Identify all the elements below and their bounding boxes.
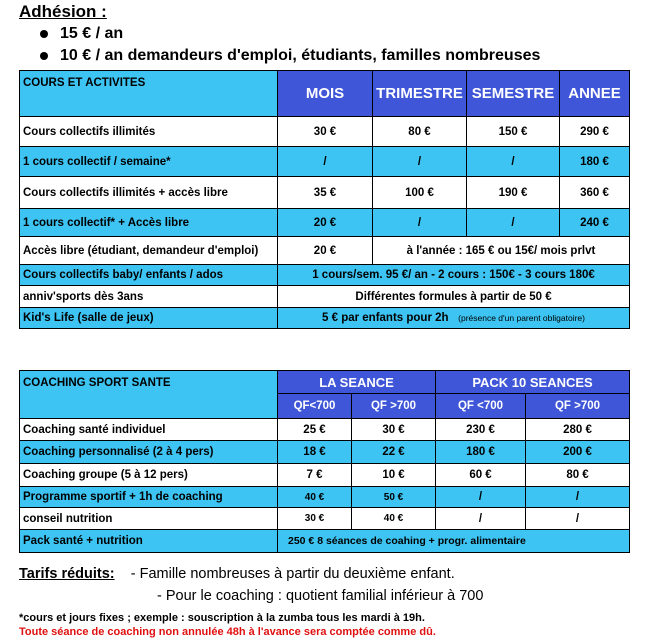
tarifs-reduits-line: - Pour le coaching : quotient familial inférieur à 700 (157, 588, 484, 604)
cell: 180 € (436, 441, 526, 464)
bullet-icon (40, 52, 48, 60)
row-label: Coaching groupe (5 à 12 pers) (20, 464, 278, 487)
cell: 25 € (278, 419, 352, 441)
row-label: Cours collectifs illimités + accès libre (20, 177, 278, 209)
table-row (20, 508, 630, 530)
table-row (20, 237, 630, 265)
cell: 1 cours/sem. 95 €/ an - 2 cours : 150€ - 3 cours 180€ (278, 265, 630, 286)
table-row (20, 117, 630, 147)
coaching-title: COACHING SPORT SANTE (20, 371, 278, 419)
cours-table (19, 70, 630, 329)
cell: 190 € (467, 177, 560, 209)
cours-header-row (20, 71, 630, 117)
table-row (20, 177, 630, 209)
col-header-mois: MOIS (278, 71, 373, 117)
cell: 10 € (352, 464, 436, 487)
table-row (20, 487, 630, 508)
cell: 230 € (436, 419, 526, 441)
cell: 80 € (373, 117, 467, 147)
col-group-seance: LA SEANCE (278, 371, 436, 394)
cell: / (467, 147, 560, 177)
row-label: Coaching santé individuel (20, 419, 278, 441)
cell: 18 € (278, 441, 352, 464)
coaching-table (19, 370, 630, 553)
table-row (20, 265, 630, 286)
cell: / (526, 487, 630, 508)
row-label: Coaching personnalisé (2 à 4 pers) (20, 441, 278, 464)
cell: 280 € (526, 419, 630, 441)
table-row (20, 286, 630, 308)
adhesion-item-text: 10 € / an demandeurs d'emploi, étudiants, familles nombreuses (60, 47, 541, 64)
adhesion-item (40, 25, 123, 43)
cell: 40 € (352, 508, 436, 530)
cell: 35 € (278, 177, 373, 209)
table-row (20, 147, 630, 177)
cell: / (278, 147, 373, 177)
tarifs-reduits-line: - Famille nombreuses à partir du deuxième enfant. (130, 566, 455, 582)
cell: 22 € (352, 441, 436, 464)
row-label: conseil nutrition (20, 508, 278, 530)
col-header-qf: QF <700 (436, 394, 526, 419)
cell: 360 € (560, 177, 630, 209)
cell: / (373, 209, 467, 237)
row-label: Accès libre (étudiant, demandeur d'emploi) (20, 237, 278, 265)
table-row (20, 441, 630, 464)
cell: / (436, 487, 526, 508)
tarifs-reduits (19, 566, 455, 582)
cell: 30 € (278, 117, 373, 147)
adhesion-item (40, 47, 540, 65)
cell: 60 € (436, 464, 526, 487)
cell: 150 € (467, 117, 560, 147)
row-label: Programme sportif + 1h de coaching (20, 487, 278, 508)
table-row (20, 530, 630, 553)
row-label: 1 cours collectif / semaine* (20, 147, 278, 177)
tarifs-reduits-label: Tarifs réduits: (19, 566, 115, 582)
cell: 250 € 8 séances de coahing + progr. alimentaire (278, 530, 630, 553)
table-row (20, 464, 630, 487)
kids-note: (présence d'un parent obligatoire) (458, 313, 585, 323)
cell: 30 € (278, 508, 352, 530)
cell: 200 € (526, 441, 630, 464)
coaching-header-row (20, 371, 630, 394)
cell: à l'année : 165 € ou 15€/ mois prlvt (373, 237, 630, 265)
cell (278, 308, 630, 329)
cell: 7 € (278, 464, 352, 487)
cell: / (373, 147, 467, 177)
table-row (20, 209, 630, 237)
row-label: Pack santé + nutrition (20, 530, 278, 553)
cell: 50 € (352, 487, 436, 508)
row-label: Cours collectifs baby/ enfants / ados (20, 265, 278, 286)
cell: 100 € (373, 177, 467, 209)
col-header-qf: QF >700 (526, 394, 630, 419)
row-label: 1 cours collectif* + Accès libre (20, 209, 278, 237)
cell: 20 € (278, 209, 373, 237)
col-group-pack: PACK 10 SEANCES (436, 371, 630, 394)
cell: 180 € (560, 147, 630, 177)
cell: / (526, 508, 630, 530)
col-header-qf: QF<700 (278, 394, 352, 419)
cell: / (436, 508, 526, 530)
cell: Différentes formules à partir de 50 € (278, 286, 630, 308)
cell: 80 € (526, 464, 630, 487)
col-header-qf: QF >700 (352, 394, 436, 419)
warning-note: Toute séance de coaching non annulée 48h à l'avance sera comptée comme dû. (19, 626, 436, 638)
cell: 30 € (352, 419, 436, 441)
adhesion-item-text: 15 € / an (60, 25, 124, 42)
col-header-trimestre: TRIMESTRE (373, 71, 467, 117)
cell: 290 € (560, 117, 630, 147)
cell: / (467, 209, 560, 237)
row-label: anniv'sports dès 3ans (20, 286, 278, 308)
col-header-semestre: SEMESTRE (467, 71, 560, 117)
table-row (20, 308, 630, 329)
cours-header-label: COURS ET ACTIVITES (20, 71, 278, 117)
bullet-icon (40, 30, 48, 38)
col-header-annee: ANNEE (560, 71, 630, 117)
cell: 240 € (560, 209, 630, 237)
row-label: Cours collectifs illimités (20, 117, 278, 147)
kids-text: 5 € par enfants pour 2h (322, 312, 449, 324)
cell: 40 € (278, 487, 352, 508)
cell: 20 € (278, 237, 373, 265)
adhesion-title: Adhésion : (19, 2, 107, 21)
row-label: Kid's Life (salle de jeux) (20, 308, 278, 329)
table-row (20, 419, 630, 441)
footnote: *cours et jours fixes ; exemple : souscription à la zumba tous les mardi à 19h. (19, 612, 425, 624)
